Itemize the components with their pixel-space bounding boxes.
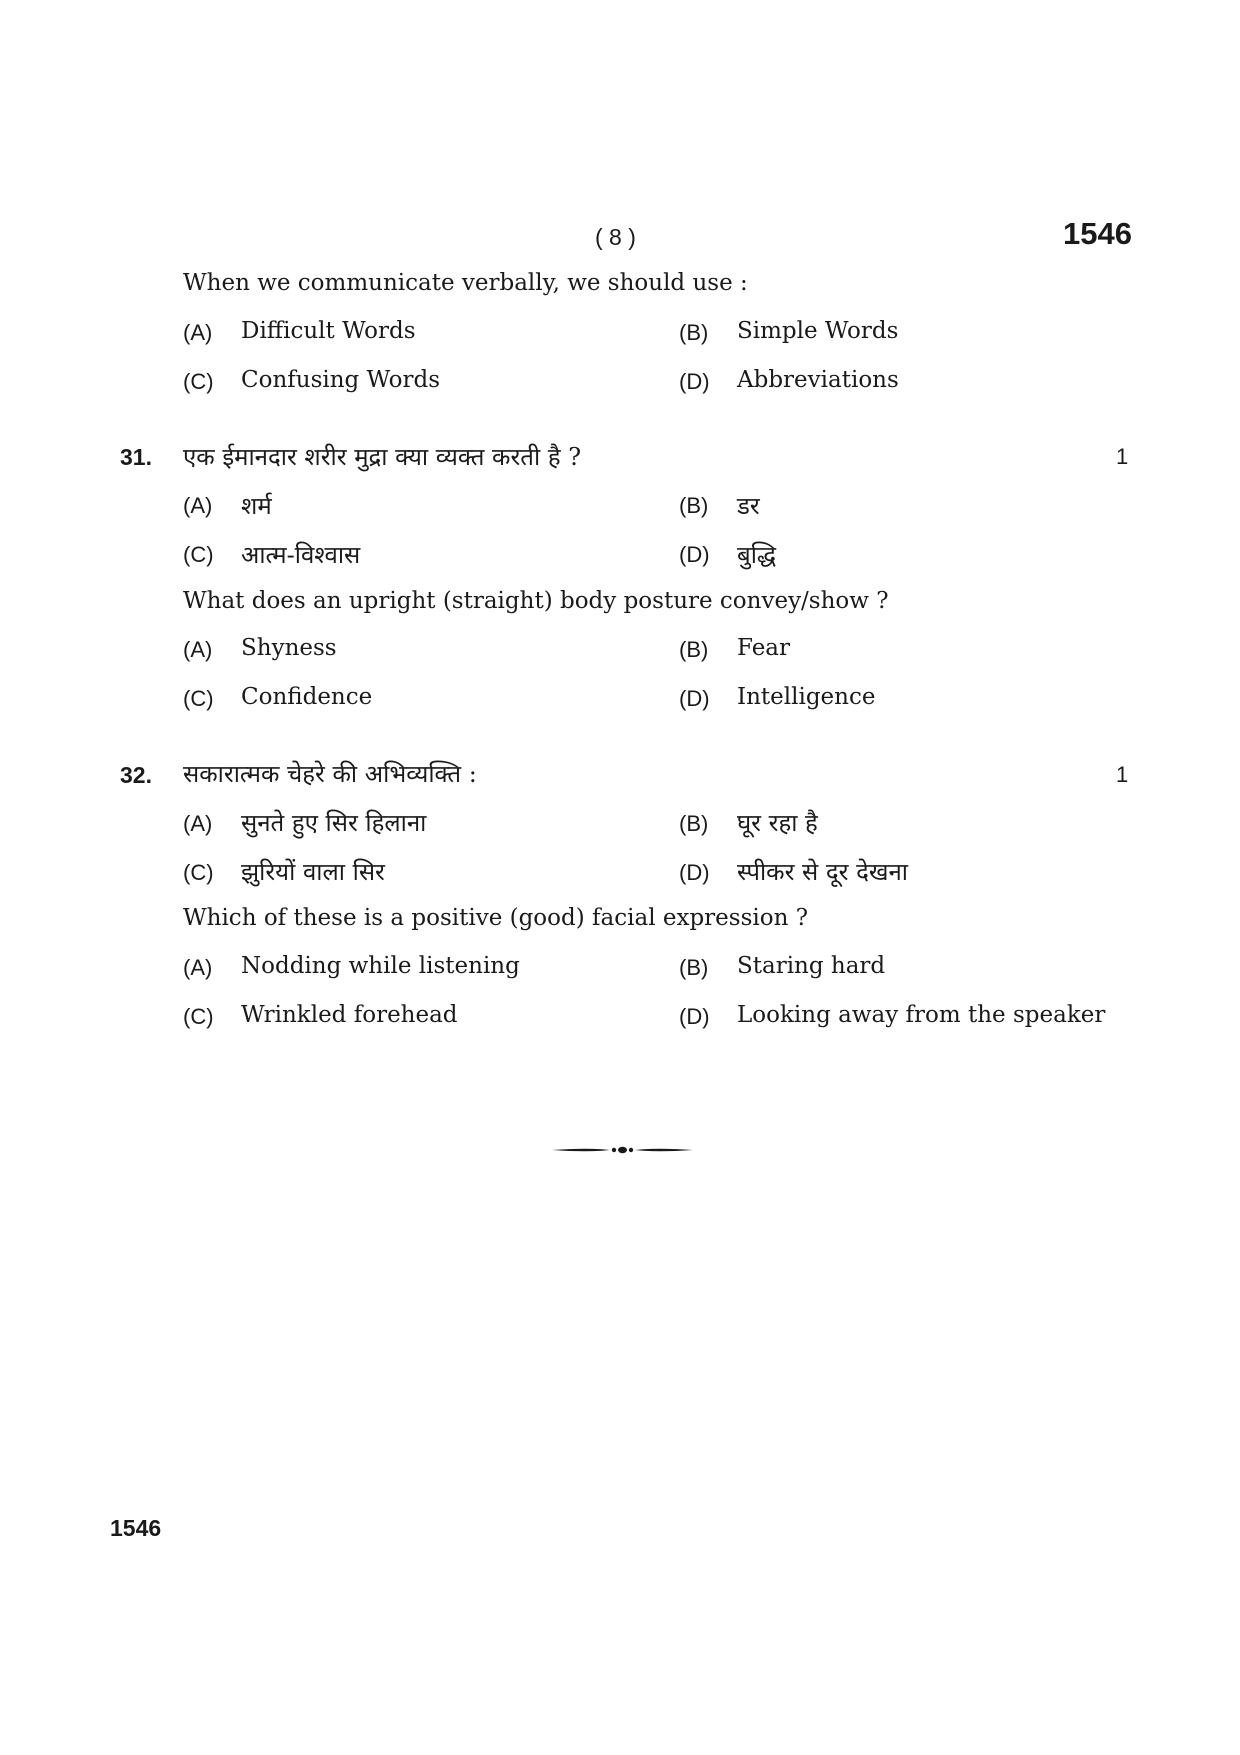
q30-option-d-letter: (D) xyxy=(679,369,710,394)
question-32-text-en: Which of these is a positive (good) facial expression ? xyxy=(183,905,809,931)
q32-option-d-letter-en: (D) xyxy=(679,1004,710,1029)
question-31-marks: 1 xyxy=(1116,444,1129,469)
question-32-number: 32. xyxy=(120,762,152,788)
q32-option-c-letter-hi: (C) xyxy=(183,860,214,885)
q30-option-a-text: Difficult Words xyxy=(241,318,416,344)
question-31-number: 31. xyxy=(120,444,152,470)
q32-option-a-text-en: Nodding while listening xyxy=(241,953,520,979)
q31-option-b-text-hi: डर xyxy=(737,492,760,520)
question-31-text-en: What does an upright (straight) body posture convey/show ? xyxy=(183,588,889,614)
q31-option-c-letter-en: (C) xyxy=(183,686,214,711)
q31-option-b-letter-hi: (B) xyxy=(679,493,709,518)
q31-option-a-letter-hi: (A) xyxy=(183,493,213,518)
q32-option-d-text-en: Looking away from the speaker xyxy=(737,1002,1106,1028)
q31-option-c-letter-hi: (C) xyxy=(183,542,214,567)
q30-option-b-text: Simple Words xyxy=(737,318,899,344)
end-divider-ornament xyxy=(550,1143,695,1157)
q32-option-b-text-en: Staring hard xyxy=(737,953,886,979)
paper-code-footer: 1546 xyxy=(110,1515,162,1541)
q30-option-a-letter: (A) xyxy=(183,320,213,345)
q31-option-d-letter-hi: (D) xyxy=(679,542,710,567)
q31-option-a-text-hi: शर्म xyxy=(241,492,272,520)
q31-option-c-text-en: Confidence xyxy=(241,684,373,710)
question-32-text-hi: सकारात्मक चेहरे की अभिव्यक्ति : xyxy=(183,760,477,788)
q32-option-a-letter-en: (A) xyxy=(183,955,213,980)
q31-option-d-letter-en: (D) xyxy=(679,686,710,711)
question-32-marks: 1 xyxy=(1116,762,1129,787)
q32-option-c-text-hi: झुरियों वाला सिर xyxy=(241,858,385,886)
q32-option-d-text-hi: स्पीकर से दूर देखना xyxy=(737,858,909,886)
q32-option-c-letter-en: (C) xyxy=(183,1004,214,1029)
question-31-text-hi: एक ईमानदार शरीर मुद्रा क्या व्यक्त करती है ? xyxy=(183,443,582,471)
q32-option-d-letter-hi: (D) xyxy=(679,860,710,885)
q31-option-d-text-en: Intelligence xyxy=(737,684,876,710)
question-30-text-en: When we communicate verbally, we should use : xyxy=(183,270,748,296)
q32-option-a-letter-hi: (A) xyxy=(183,811,213,836)
q31-option-d-text-hi: बुद्धि xyxy=(737,541,777,569)
q32-option-b-letter-en: (B) xyxy=(679,955,709,980)
q31-option-c-text-hi: आत्म-विश्वास xyxy=(241,541,361,569)
q32-option-b-letter-hi: (B) xyxy=(679,811,709,836)
q31-option-b-letter-en: (B) xyxy=(679,637,709,662)
q31-option-b-text-en: Fear xyxy=(737,635,791,661)
q30-option-d-text: Abbreviations xyxy=(737,367,899,393)
q30-option-b-letter: (B) xyxy=(679,320,709,345)
paper-code-header: 1546 xyxy=(1063,216,1132,251)
q32-option-b-text-hi: घूर रहा है xyxy=(737,809,818,837)
q32-option-c-text-en: Wrinkled forehead xyxy=(241,1002,458,1028)
q30-option-c-text: Confusing Words xyxy=(241,367,441,393)
q32-option-a-text-hi: सुनते हुए सिर हिलाना xyxy=(241,809,427,837)
q31-option-a-text-en: Shyness xyxy=(241,635,337,661)
page-number: ( 8 ) xyxy=(595,224,636,250)
q30-option-c-letter: (C) xyxy=(183,369,214,394)
q31-option-a-letter-en: (A) xyxy=(183,637,213,662)
